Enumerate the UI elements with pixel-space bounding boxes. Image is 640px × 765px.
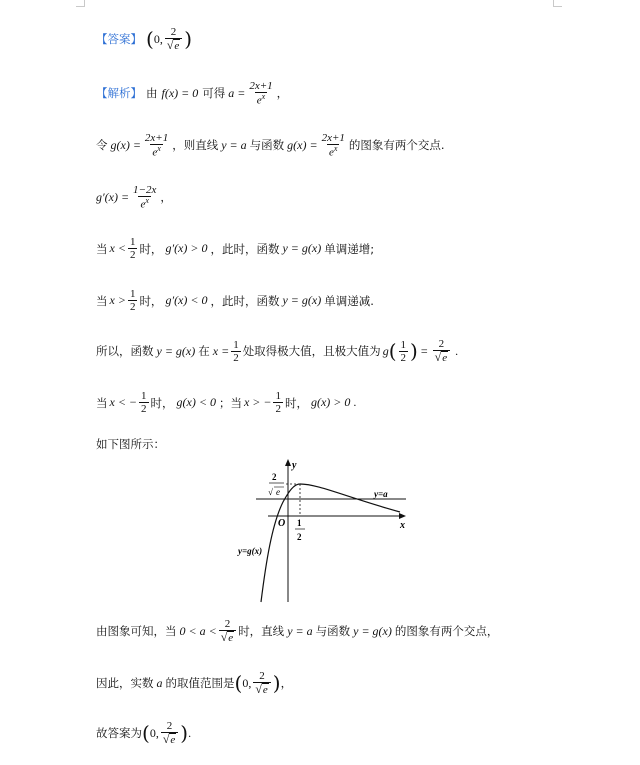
line-label: y=a bbox=[374, 489, 388, 499]
y-axis-arrow bbox=[285, 459, 291, 466]
max-label-num: 2 bbox=[272, 472, 277, 482]
curve-label: y=g(x) bbox=[238, 546, 263, 556]
half-label-num: 1 bbox=[297, 518, 302, 528]
page-corner-mark-right-h bbox=[553, 6, 562, 7]
range-line: 因此，实数 a 的取值范围是 ( 0, 2 √ e ) ， bbox=[96, 670, 293, 697]
function-graph bbox=[228, 452, 418, 607]
sign-line: 当 x < − $\frac{1}{2}$ 时， g(x) < 0 ；当 x > − $\frac{1}{2}$ 时， g(x) > 0 . bbox=[96, 390, 357, 416]
derivative-line: g′(x) = $\frac{1-2x}{e^x}$ ， bbox=[96, 184, 172, 211]
decreasing-line: 当 x > $\frac{1}{2}$ 时， g′(x) < 0 ，此时，函数 y = g(x) 单调递减. bbox=[96, 288, 374, 314]
y-axis-label: y bbox=[292, 460, 297, 471]
a-fraction: $\frac{2x+1}{e^x}$ bbox=[249, 80, 273, 107]
f-equals-zero: f(x) = 0 bbox=[161, 85, 199, 100]
figure-caption: 如下图所示： bbox=[96, 437, 165, 451]
answer-line: 【答案】 ( 0, 2 √ e ) bbox=[96, 26, 193, 53]
x-axis-label: x bbox=[400, 520, 405, 531]
define-g-line: 令 g(x) = $\frac{2x+1}{e^x}$ ，则直线 y = a 与函数 g(x) = $\frac{2x+1}{e^x}$ 的图象有两个交点. bbox=[96, 132, 445, 159]
maximum-line: 所以，函数 y = g(x) 在 x = $\frac{1}{2}$ 处取得极大值，且极大值为 g ( $\frac{1}{2}$ ) = 2 √ e . bbox=[96, 338, 459, 365]
answer-lead: 0, bbox=[153, 31, 163, 46]
answer-tag: 【答案】 bbox=[96, 32, 142, 47]
x-axis-arrow bbox=[399, 513, 406, 519]
max-label-sqrt: √ bbox=[268, 487, 273, 497]
origin-label: O bbox=[278, 518, 286, 529]
max-label-den: e bbox=[276, 487, 280, 497]
page-corner-mark-left-h bbox=[76, 6, 85, 7]
answer-fraction: 2 √ e bbox=[165, 26, 182, 52]
half-label-den: 2 bbox=[297, 532, 302, 542]
final-answer-line: 故答案为 ( 0, 2 √ e ) . bbox=[96, 720, 192, 747]
conclusion-line: 由图象可知，当 0 < a < 2 √ e 时，直线 y = a 与函数 y = g(x) 的图象有两个交点， bbox=[96, 618, 499, 645]
analysis-tag: 【解析】 bbox=[96, 86, 142, 101]
curve-g bbox=[261, 484, 400, 602]
increasing-line: 当 x < $\frac{1}{2}$ 时， g′(x) > 0 ，此时，函数 y = g(x) 单调递增; bbox=[96, 236, 375, 262]
analysis-line: 【解析】 由 f(x) = 0 可得 a = $\frac{2x+1}{e^x}$ ， bbox=[96, 80, 289, 107]
